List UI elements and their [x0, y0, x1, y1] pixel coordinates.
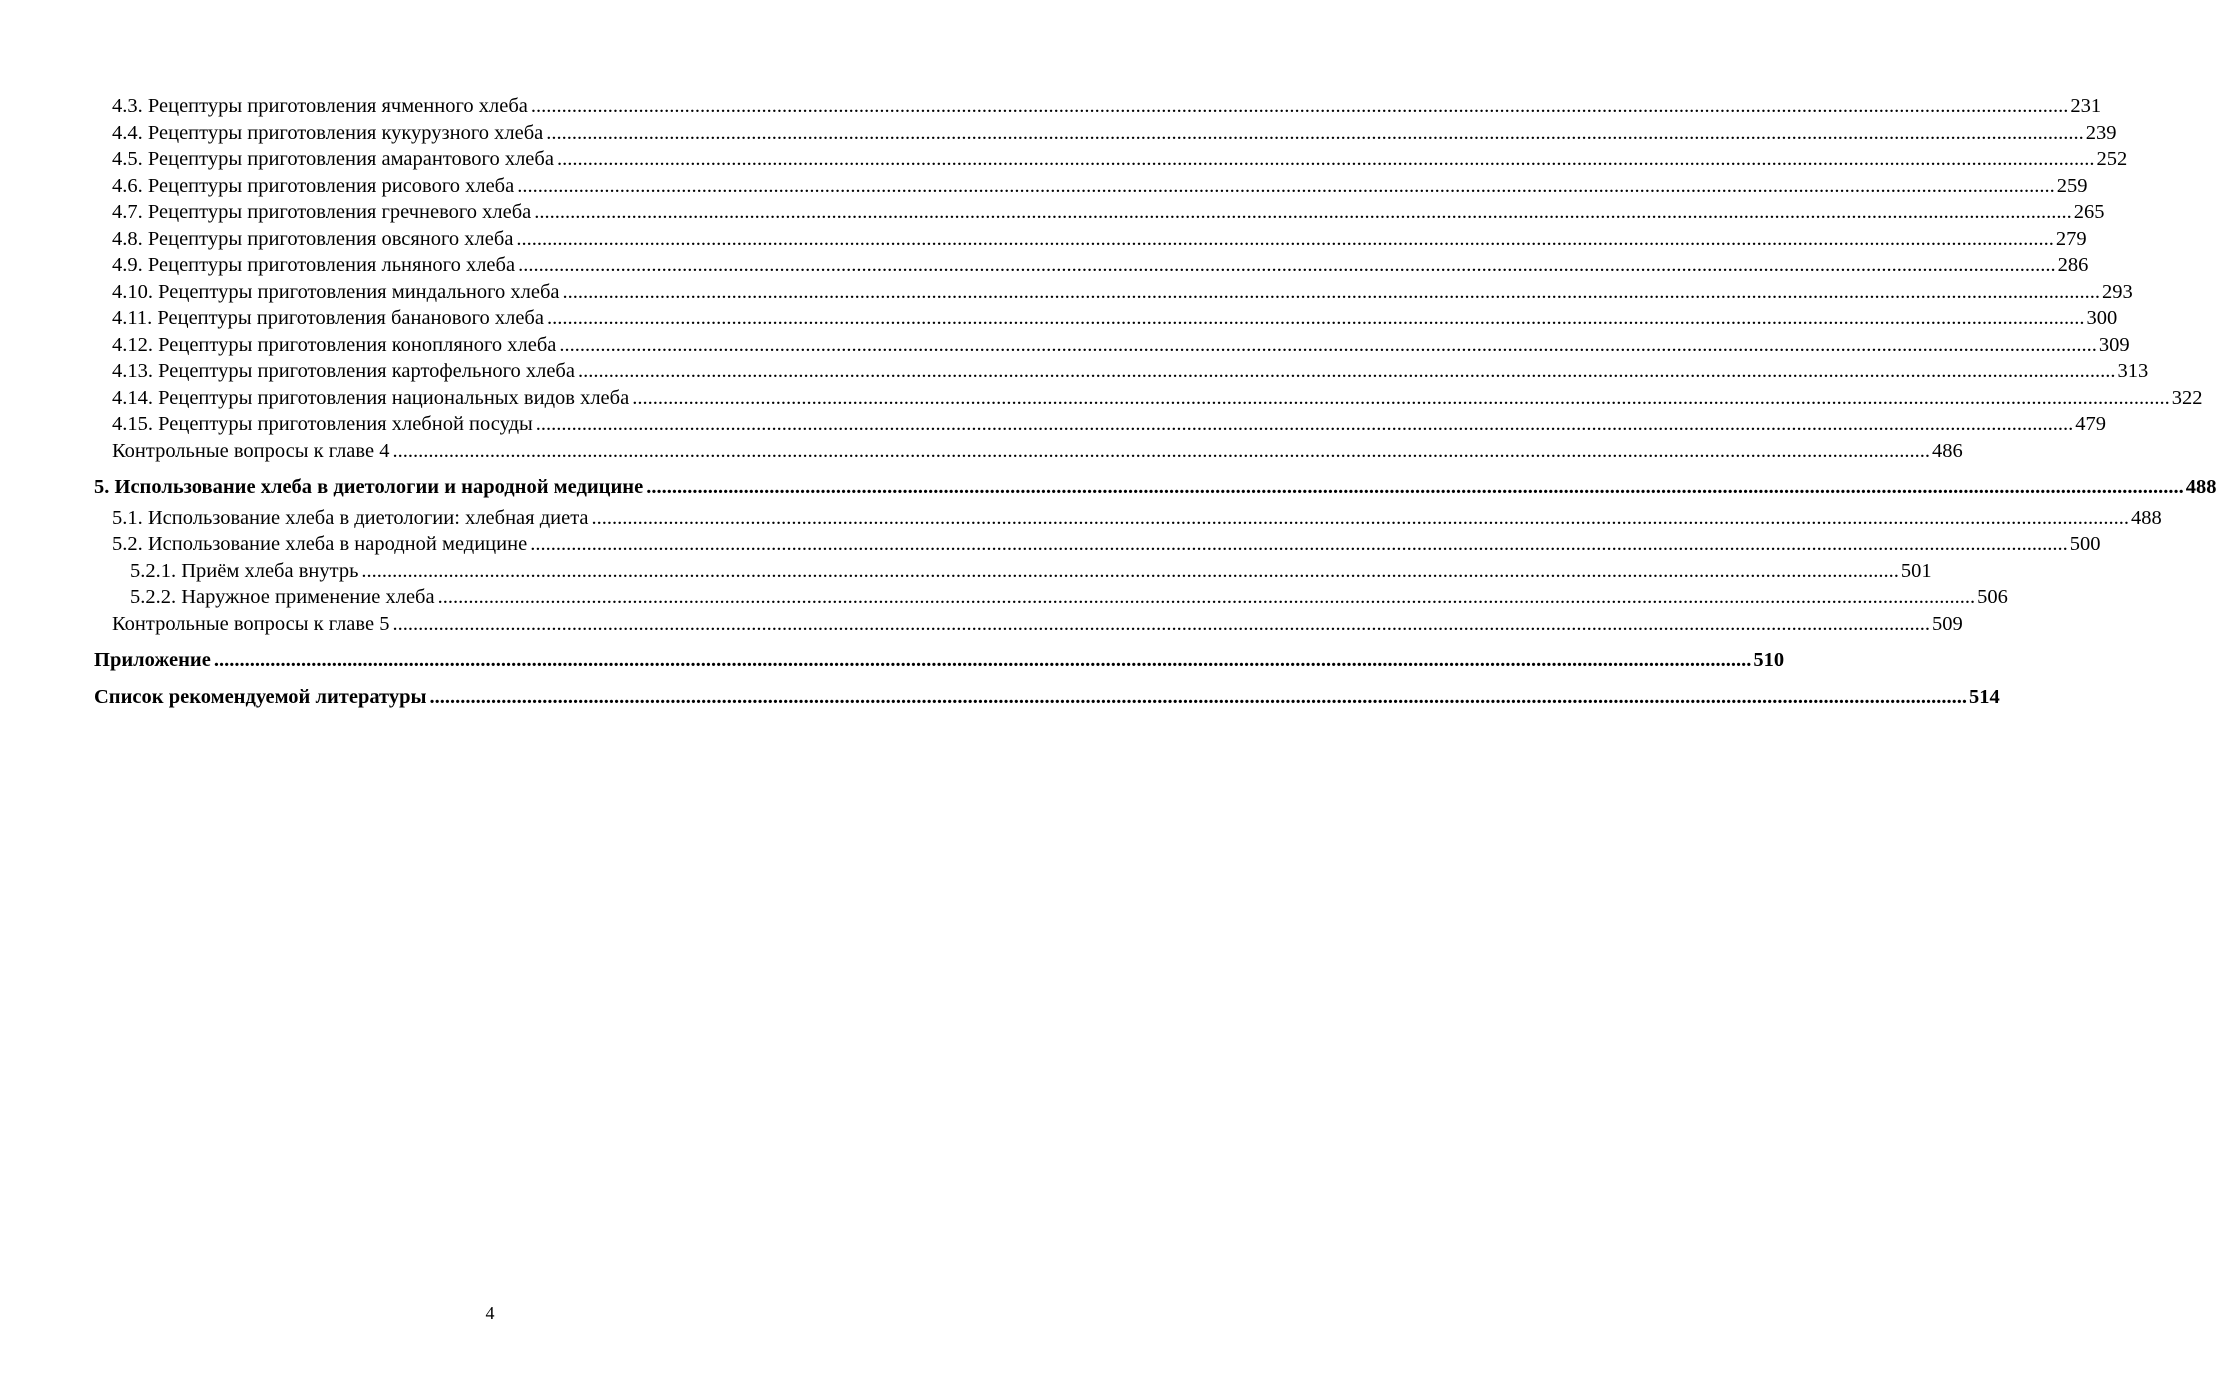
toc-entry[interactable]	[94, 411, 2107, 438]
toc-entry-title: 4.4. Рецептуры приготовления кукурузного хлеба	[112, 121, 544, 144]
toc-entry-page: 239	[2085, 121, 2117, 144]
toc-entry-page: 488	[2131, 506, 2162, 529]
toc-dot-leader: ............................................................................................................................................................................................................................................................................................................	[562, 280, 2101, 303]
toc-entry[interactable]	[94, 173, 2088, 200]
toc-dot-leader: ............................................................................................................................................................................................................................................................................................................	[392, 612, 1930, 635]
toc-dot-leader: ............................................................................................................................................................................................................................................................................................................	[361, 559, 1899, 582]
toc-entry-page: 514	[1969, 685, 2000, 708]
toc-dot-leader: ............................................................................................................................................................................................................................................................................................................	[213, 649, 1752, 671]
toc-dot-leader: ............................................................................................................................................................................................................................................................................................................	[535, 413, 2074, 435]
toc-entry-title: Приложение	[94, 649, 211, 671]
toc-entry[interactable]	[94, 611, 1963, 638]
toc-dot-leader: ............................................................................................................................................................................................................................................................................................................	[556, 148, 2095, 170]
toc-dot-leader: ............................................................................................................................................................................................................................................................................................................	[517, 174, 2055, 197]
toc-entry-page: 300	[2086, 307, 2118, 329]
toc-entry-title: Список рекомендуемой литературы	[94, 685, 427, 708]
toc-entry[interactable]	[94, 279, 2133, 306]
toc-entry-page: 500	[2069, 533, 2101, 555]
toc-entry-page: 252	[2096, 148, 2128, 170]
toc-entry[interactable]	[94, 358, 2149, 385]
toc-entry-page: 309	[2098, 333, 2130, 356]
toc-chapter-entry[interactable]	[94, 474, 2216, 501]
toc-entry[interactable]	[94, 226, 2087, 253]
toc-entry-title: 4.5. Рецептуры приготовления амарантового хлеба	[112, 148, 554, 170]
toc-entry-page: 509	[1931, 612, 1963, 635]
toc-entry-title: 4.13. Рецептуры приготовления картофельного хлеба	[112, 360, 575, 382]
toc-entry-page: 510	[1753, 649, 1785, 671]
toc-entry-title: 5.1. Использование хлеба в диетологии: хлебная диета	[112, 506, 589, 529]
toc-entry[interactable]	[94, 385, 2203, 412]
toc-dot-leader: ............................................................................................................................................................................................................................................................................................................	[646, 476, 2184, 498]
toc-entry[interactable]	[94, 531, 2101, 558]
toc-dot-leader: ............................................................................................................................................................................................................................................................................................................	[530, 533, 2068, 555]
toc-entry-title: 4.11. Рецептуры приготовления бананового хлеба	[112, 307, 544, 329]
toc-entry-page: 231	[2070, 95, 2102, 117]
toc-entry-page: 501	[1900, 559, 1932, 582]
toc-dot-leader: ............................................................................................................................................................................................................................................................................................................	[546, 121, 2084, 144]
toc-entry-title: 4.12. Рецептуры приготовления конопляного хлеба	[112, 333, 557, 356]
toc-entry-title: 5.2.2. Наружное применение хлеба	[130, 586, 435, 608]
toc-entry[interactable]	[94, 332, 2130, 359]
toc-dot-leader: ............................................................................................................................................................................................................................................................................................................	[516, 227, 2054, 250]
toc-entry[interactable]	[94, 558, 1932, 585]
toc-entry-title: 5.2.1. Приём хлеба внутрь	[130, 559, 359, 582]
toc-entry[interactable]	[94, 505, 2162, 532]
table-of-contents	[94, 93, 2216, 710]
toc-entry[interactable]	[94, 305, 2118, 332]
toc-entry[interactable]	[94, 93, 2102, 120]
toc-entry[interactable]	[94, 584, 2008, 611]
toc-entry-title: 5. Использование хлеба в диетологии и народной медицине	[94, 476, 644, 498]
toc-dot-leader: ............................................................................................................................................................................................................................................................................................................	[429, 685, 1968, 708]
toc-entry-page: 488	[2185, 476, 2216, 498]
toc-entry-page: 486	[1931, 439, 1963, 462]
toc-entry-title: 4.3. Рецептуры приготовления ячменного хлеба	[112, 95, 528, 117]
toc-entry-title: 4.7. Рецептуры приготовления гречневого хлеба	[112, 201, 532, 223]
toc-entry[interactable]	[94, 120, 2117, 147]
toc-dot-leader: ............................................................................................................................................................................................................................................................................................................	[530, 95, 2069, 117]
toc-entry-title: 4.6. Рецептуры приготовления рисового хлеба	[112, 174, 515, 197]
toc-dot-leader: ............................................................................................................................................................................................................................................................................................................	[546, 307, 2085, 329]
toc-entry-page: 322	[2171, 386, 2203, 409]
toc-chapter-entry[interactable]	[94, 684, 2000, 711]
toc-dot-leader: ............................................................................................................................................................................................................................................................................................................	[437, 586, 1976, 608]
toc-entry-page: 506	[1977, 586, 2008, 608]
toc-dot-leader: ............................................................................................................................................................................................................................................................................................................	[534, 201, 2072, 223]
toc-dot-leader: ............................................................................................................................................................................................................................................................................................................	[392, 439, 1930, 462]
toc-entry[interactable]	[94, 438, 1963, 465]
toc-entry-page: 279	[2055, 227, 2087, 250]
toc-entry-title: 4.8. Рецептуры приготовления овсяного хлеба	[112, 227, 514, 250]
toc-entry-page: 479	[2075, 413, 2107, 435]
toc-entry-title: Контрольные вопросы к главе 5	[112, 612, 390, 635]
toc-entry-title: Контрольные вопросы к главе 4	[112, 439, 390, 462]
toc-entry-page: 286	[2057, 254, 2089, 276]
toc-dot-leader: ............................................................................................................................................................................................................................................................................................................	[591, 506, 2130, 529]
toc-entry-page: 259	[2056, 174, 2088, 197]
toc-entry-title: 4.14. Рецептуры приготовления национальных видов хлеба	[112, 386, 630, 409]
toc-entry[interactable]	[94, 199, 2105, 226]
toc-chapter-entry[interactable]	[94, 647, 1785, 674]
toc-entry-page: 313	[2117, 360, 2149, 382]
toc-dot-leader: ............................................................................................................................................................................................................................................................................................................	[577, 360, 2116, 382]
toc-entry-title: 4.15. Рецептуры приготовления хлебной посуды	[112, 413, 533, 435]
toc-dot-leader: ............................................................................................................................................................................................................................................................................................................	[518, 254, 2056, 276]
page-number: 4	[485, 1303, 495, 1323]
toc-dot-leader: ............................................................................................................................................................................................................................................................................................................	[559, 333, 2097, 356]
toc-entry-title: 4.9. Рецептуры приготовления льняного хлеба	[112, 254, 516, 276]
toc-entry[interactable]	[94, 252, 2089, 279]
toc-entry-title: 5.2. Использование хлеба в народной медицине	[112, 533, 528, 555]
toc-entry[interactable]	[94, 146, 2128, 173]
toc-entry-title: 4.10. Рецептуры приготовления миндального хлеба	[112, 280, 560, 303]
toc-dot-leader: ............................................................................................................................................................................................................................................................................................................	[632, 386, 2170, 409]
toc-entry-page: 265	[2073, 201, 2105, 223]
toc-entry-page: 293	[2102, 280, 2133, 303]
